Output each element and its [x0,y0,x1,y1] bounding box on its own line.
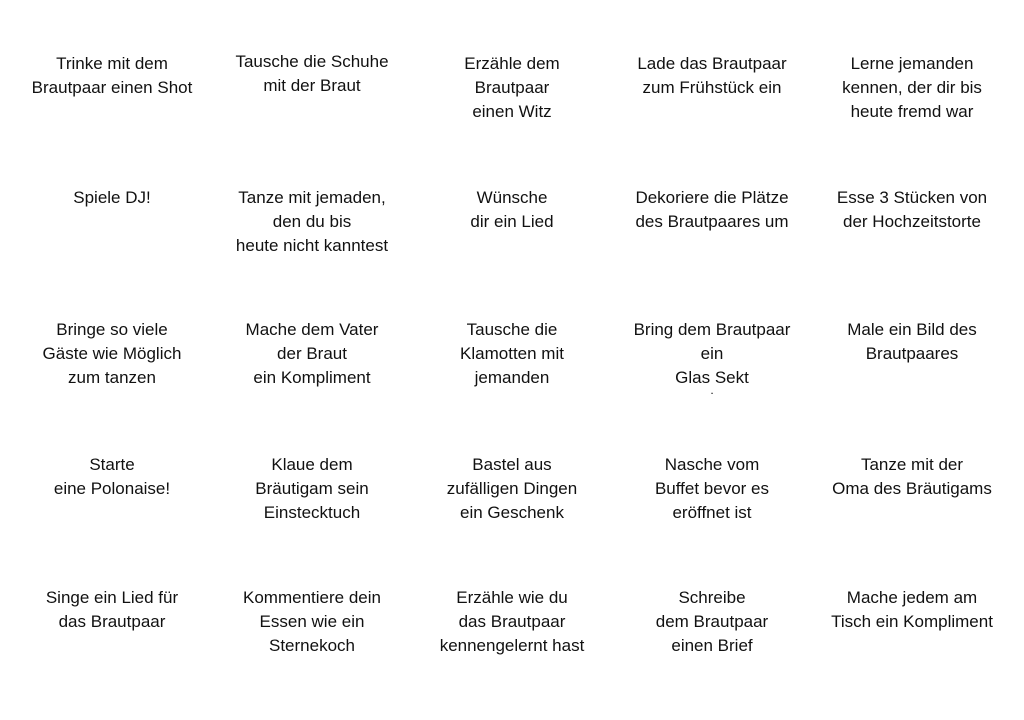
card-line: zum tanzen [68,368,156,387]
card-line: Tausche die Schuhe [235,52,389,71]
card-line: zufälligen Dingen [446,479,578,498]
card-line: Dekoriere die Plätze [635,188,789,207]
card-line: das Brautpaar [58,612,166,631]
card-line: Oma des Bräutigams [832,479,992,498]
card-line: Erzähle wie du [456,588,568,607]
card-line: Lerne jemanden [850,54,974,73]
bingo-card [812,52,1012,186]
card-line: zum Frühstück ein [642,78,782,97]
card-line: Lade das Brautpaar [637,54,787,73]
card-line: Tanze mit der [860,455,964,474]
bingo-card [812,586,1012,720]
bingo-card [812,318,1012,453]
bingo-card [412,318,612,453]
card-line: kennengelernt hast [439,636,585,655]
card-line: Bastel aus [472,455,552,474]
card-line: einen Witz [472,102,552,121]
card-line: ein Kompliment [253,368,371,387]
card-line: Spiele DJ! [73,188,151,207]
card-line: kennen, der dir bis [842,78,982,97]
bingo-card [612,453,812,586]
card-line: Starte [89,455,135,474]
card-line: des Brautpaares um [635,212,789,231]
card-line: dem Brautpaar [655,612,769,631]
bingo-card [412,453,612,586]
card-line: das Brautpaar [458,612,566,631]
bingo-card [212,186,412,318]
card-line: Singe ein Lied für [45,588,179,607]
bingo-card [612,586,812,720]
card-line: den du bis [272,212,352,231]
card-line: Nasche vom [664,455,760,474]
bingo-card [212,453,412,586]
card-line: Erzähle dem [464,54,560,73]
bingo-card [12,318,212,453]
card-line: Schreibe [678,588,746,607]
bingo-card [412,52,612,186]
card-line: Bringe so viele [56,320,168,339]
card-line: Bräutigam sein [255,479,369,498]
card-line: Tanze mit jemaden, [238,188,386,207]
bingo-card [12,186,212,318]
card-line: jemanden [474,368,550,387]
card-line: Klamotten mit [460,344,564,363]
card-line: mit der Braut [263,76,361,95]
card-line: Tisch ein Kompliment [831,612,993,631]
card-line: Mache dem Vater [245,320,379,339]
bingo-card [212,318,412,453]
card-line: Bring dem Brautpaar [633,320,791,339]
bingo-card [612,52,812,186]
card-line: Mache jedem am [846,588,978,607]
card-line: Einstecktuch [263,503,361,522]
bingo-card [12,453,212,586]
bingo-card [12,52,212,186]
card-line: ein Geschenk [460,503,564,522]
card-line: Esse 3 Stücken von [836,188,988,207]
card-line: Male ein Bild des [847,320,977,339]
card-line: eine Polonaise! [53,479,171,498]
card-line: ein [700,344,724,363]
card-line: der Hochzeitstorte [843,212,981,231]
card-line: Trinke mit dem [56,54,168,73]
bingo-card [812,186,1012,318]
card-line: heute fremd war [850,102,974,121]
bingo-card [412,186,612,318]
card-line: Brautpaar einen Shot [31,78,193,97]
card-line: Glas Sekt [675,368,749,387]
card-line: heute nicht kanntest [235,236,389,255]
card-line: Buffet bevor es [654,479,770,498]
card-line: . [710,383,714,397]
card-line: einen Brief [671,636,753,655]
card-line: Klaue dem [271,455,353,474]
bingo-grid [12,52,1012,720]
card-line: der Braut [277,344,347,363]
card-line: eröffnet ist [672,503,752,522]
card-line: Wünsche [476,188,548,207]
bingo-card [612,318,812,453]
bingo-card [212,586,412,720]
bingo-card [212,50,412,186]
bingo-card [412,586,612,720]
card-line: Kommentiere dein [243,588,381,607]
card-line: Brautpaares [865,344,959,363]
bingo-card [612,186,812,318]
bingo-card [812,453,1012,586]
card-line: Brautpaar [474,78,550,97]
card-line: dir ein Lied [470,212,554,231]
card-line: Essen wie ein [259,612,365,631]
card-line: Gäste wie Möglich [42,344,182,363]
card-line: Sternekoch [269,636,355,655]
bingo-card [12,586,212,720]
card-line: Tausche die [466,320,558,339]
